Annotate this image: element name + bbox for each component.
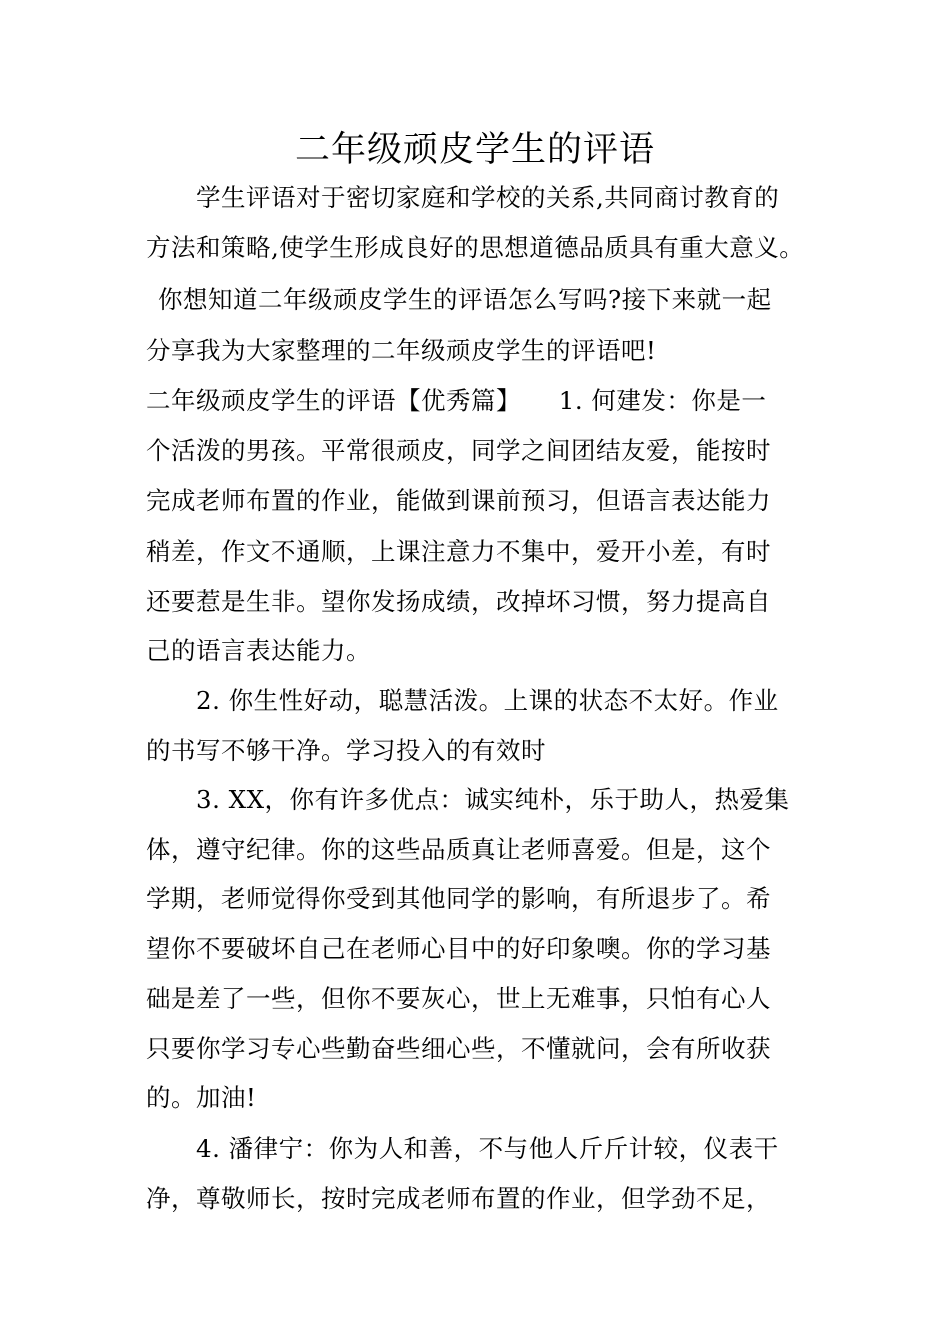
- paragraph-line: 还要惹是生非。望你发扬成绩，改掉坏习惯，努力提高自: [146, 587, 771, 616]
- paragraph-line: 学生评语对于密切家庭和学校的关系,共同商讨教育的: [196, 183, 780, 212]
- paragraph-line: 完成老师布置的作业，能做到课前预习，但语言表达能力: [146, 486, 771, 515]
- paragraph-line: 2. 你生性好动，聪慧活泼。上课的状态不太好。作业: [196, 686, 779, 715]
- paragraph-line: 学期，老师觉得你受到其他同学的影响，有所退步了。希: [146, 884, 771, 913]
- paragraph-line: 二年级顽皮学生的评语【优秀篇】 1. 何建发：你是一: [146, 386, 767, 415]
- paragraph-line: 稍差，作文不通顺，上课注意力不集中，爱开小差，有时: [146, 537, 771, 566]
- paragraph-line: 的书写不够干净。学习投入的有效时: [146, 736, 546, 765]
- paragraph-line: 方法和策略,使学生形成良好的思想道德品质具有重大意义。: [146, 233, 805, 262]
- paragraph-line: 净，尊敬师长，按时完成老师布置的作业，但学劲不足，: [146, 1184, 771, 1213]
- paragraph-line: 的。加油!: [146, 1083, 257, 1112]
- document-title: 二年级顽皮学生的评语: [294, 130, 655, 170]
- paragraph-line: 你想知道二年级顽皮学生的评语怎么写吗?接下来就一起: [158, 285, 772, 314]
- paragraph-line: 3. XX，你有许多优点：诚实纯朴，乐于助人，热爱集: [196, 785, 790, 814]
- paragraph-line: 分享我为大家整理的二年级顽皮学生的评语吧!: [146, 336, 657, 365]
- paragraph-line: 础是差了一些，但你不要灰心，世上无难事，只怕有心人: [146, 984, 771, 1013]
- paragraph-line: 个活泼的男孩。平常很顽皮，同学之间团结友爱，能按时: [146, 436, 771, 465]
- paragraph-line: 望你不要破坏自己在老师心目中的好印象噢。你的学习基: [146, 934, 771, 963]
- paragraph-line: 只要你学习专心些勤奋些细心些，不懂就问，会有所收获: [146, 1034, 771, 1063]
- paragraph-line: 己的语言表达能力。: [146, 636, 371, 665]
- paragraph-line: 体，遵守纪律。你的这些品质真让老师喜爱。但是，这个: [146, 835, 771, 864]
- paragraph-line: 4. 潘律宁：你为人和善，不与他人斤斤计较，仪表干: [196, 1134, 779, 1163]
